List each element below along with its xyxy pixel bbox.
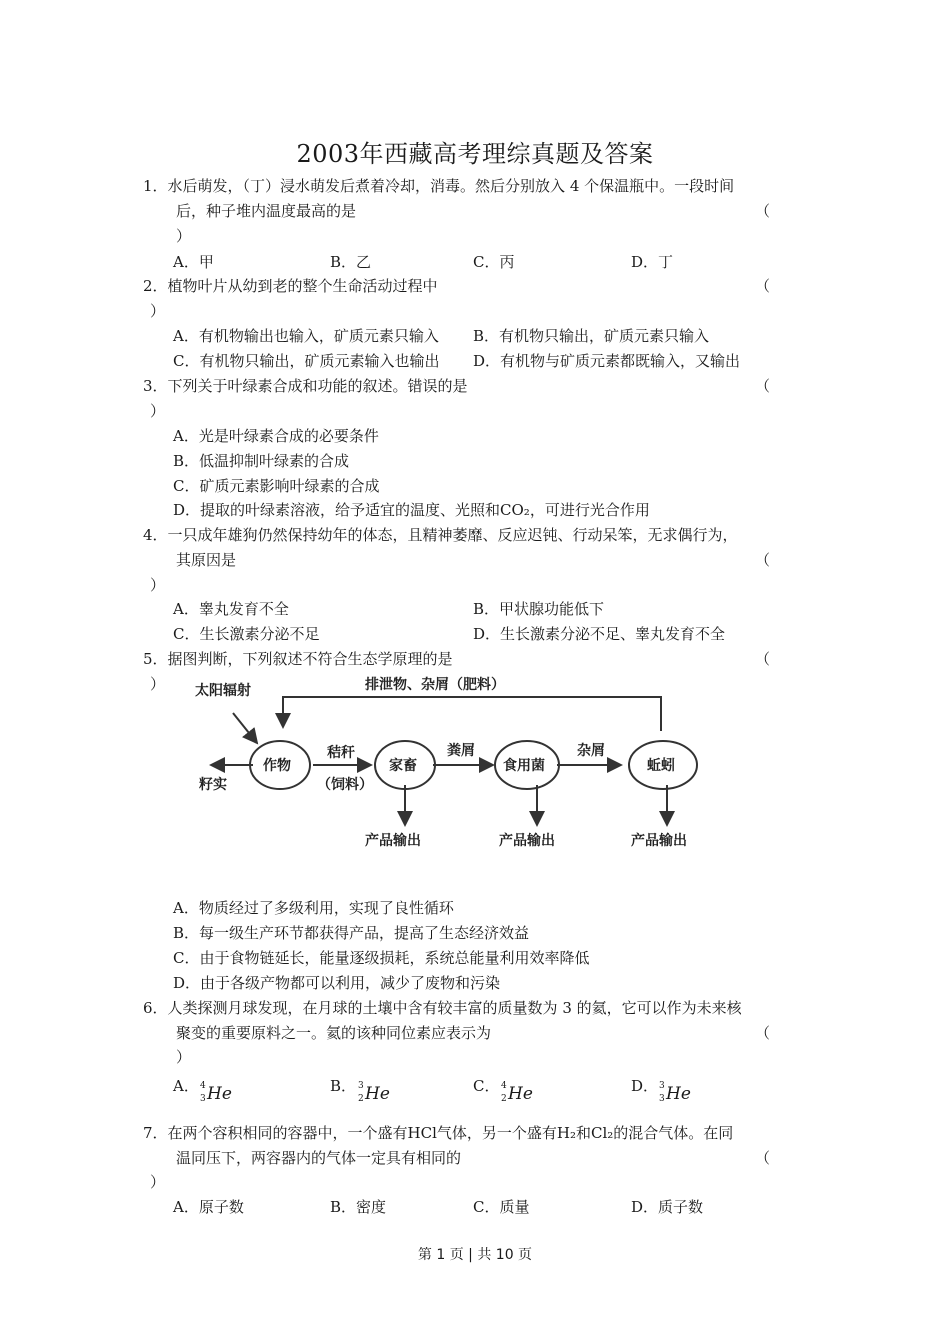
q5-answer-close-paren: ） xyxy=(150,675,166,693)
q2-answer-open-paren: （ xyxy=(755,277,771,295)
q2-stem: 2．植物叶片从幼到老的整个生命活动过程中 xyxy=(143,277,438,295)
q6-answer-open-paren: （ xyxy=(755,1024,771,1042)
q2-option-b: B．有机物只输出，矿质元素只输入 xyxy=(473,327,710,345)
q7-answer-open-paren: （ xyxy=(755,1149,771,1167)
page-footer: 第 1 页 | 共 10 页 xyxy=(417,1247,533,1263)
q7-option-b: B．密度 xyxy=(330,1198,387,1216)
q5-option-c: C．由于食物链延长，能量逐级损耗，系统总能量利用效率降低 xyxy=(173,949,590,967)
q4-option-d: D．生长激素分泌不足、睾丸发育不全 xyxy=(473,625,726,643)
q5-option-d: D．由于各级产物都可以利用，减少了废物和污染 xyxy=(173,974,501,992)
q7-option-d: D．质子数 xyxy=(631,1198,704,1216)
q1-option-b: B．乙 xyxy=(330,253,372,271)
q1-option-c: C．丙 xyxy=(473,253,515,271)
q7-answer-close-paren: ） xyxy=(150,1173,166,1191)
q7-stem-line1: 7．在两个容积相同的容器中，一个盛有HCl气体，另一个盛有H₂和Cl₂的混合气体。在同 xyxy=(143,1124,734,1142)
q1-option-a: A．甲 xyxy=(173,253,214,271)
q6-answer-close-paren: ） xyxy=(176,1048,192,1066)
q6-option-a-label: A． xyxy=(173,1077,199,1095)
q3-answer-open-paren: （ xyxy=(755,377,771,395)
q1-answer-close-paren: ） xyxy=(176,227,192,245)
label-top-flow: 排泄物、杂屑（肥料） xyxy=(365,677,505,693)
q3-option-d: D．提取的叶绿素溶液，给予适宜的温度、光照和CO₂，可进行光合作用 xyxy=(173,501,650,519)
ecology-flow-diagram xyxy=(185,665,725,855)
node-fungi-label: 食用菌 xyxy=(503,758,545,774)
q6-option-c-label: C． xyxy=(473,1077,500,1095)
q4-option-a: A．睾丸发育不全 xyxy=(173,600,289,618)
q1-stem-line2: 后，种子堆内温度最高的是 xyxy=(176,202,357,220)
label-straw: 秸秆 xyxy=(327,745,355,761)
label-output-1: 产品输出 xyxy=(365,833,421,849)
label-output-3: 产品输出 xyxy=(631,833,687,849)
q4-answer-open-paren: （ xyxy=(755,551,771,569)
q2-option-a: A．有机物输出也输入，矿质元素只输入 xyxy=(173,327,439,345)
node-livestock-label: 家畜 xyxy=(389,758,417,774)
q6-option-b-label: B． xyxy=(330,1077,357,1095)
label-manure: 粪屑 xyxy=(447,743,475,759)
q7-stem-line2: 温同压下，两容器内的气体一定具有相同的 xyxy=(176,1149,462,1167)
q4-option-b: B．甲状腺功能低下 xyxy=(473,600,605,618)
q3-option-a: A．光是叶绿素合成的必要条件 xyxy=(173,427,379,445)
q4-answer-close-paren: ） xyxy=(150,576,166,594)
label-sun: 太阳辐射 xyxy=(195,683,251,699)
q7-option-a: A．原子数 xyxy=(173,1198,244,1216)
q4-stem-line2: 其原因是 xyxy=(176,551,237,569)
q5-answer-open-paren: （ xyxy=(755,650,771,668)
sun-arrow xyxy=(233,713,257,743)
label-residue: 杂屑 xyxy=(577,743,605,759)
q1-option-d: D．丁 xyxy=(631,253,674,271)
label-feed: （饲料） xyxy=(317,777,373,793)
q5-option-b: B．每一级生产环节都获得产品，提高了生态经济效益 xyxy=(173,924,530,942)
page-title: 2003年西藏高考理综真题及答案 xyxy=(296,140,654,168)
top-return-line xyxy=(283,697,661,731)
q7-option-c: C．质量 xyxy=(473,1198,530,1216)
q3-stem: 3．下列关于叶绿素合成和功能的叙述。错误的是 xyxy=(143,377,468,395)
q5-stem: 5．据图判断，下列叙述不符合生态学原理的是 xyxy=(143,650,453,668)
q4-option-c: C．生长激素分泌不足 xyxy=(173,625,320,643)
q3-option-b: B．低温抑制叶绿素的合成 xyxy=(173,452,350,470)
q3-option-c: C．矿质元素影响叶绿素的合成 xyxy=(173,477,380,495)
q1-answer-open-paren: （ xyxy=(755,202,771,220)
label-output-2: 产品输出 xyxy=(499,833,555,849)
q5-option-a: A．物质经过了多级利用，实现了良性循环 xyxy=(173,899,454,917)
q6-option-d-label: D． xyxy=(631,1077,659,1095)
q4-stem-line1: 4．一只成年雄狗仍然保持幼年的体态，且精神萎靡、反应迟钝、行动呆笨，无求偶行为， xyxy=(143,526,738,544)
q2-answer-close-paren: ） xyxy=(150,302,166,320)
q1-stem-line1: 1．水后萌发，（丁）浸水萌发后煮着冷却，消毒。然后分别放入 4 个保温瓶中。一段时间 xyxy=(143,177,735,195)
label-grain: 籽实 xyxy=(199,777,227,793)
q2-option-c: C．有机物只输出，矿质元素输入也输出 xyxy=(173,352,440,370)
q6-stem-line2: 聚变的重要原料之一。氦的该种同位素应表示为 xyxy=(176,1024,492,1042)
node-earthworm-label: 蚯蚓 xyxy=(647,758,675,774)
q3-answer-close-paren: ） xyxy=(150,402,166,420)
node-crop-label: 作物 xyxy=(263,758,291,774)
q2-option-d: D．有机物与矿质元素都既输入，又输出 xyxy=(473,352,741,370)
q6-stem-line1: 6．人类探测月球发现，在月球的土壤中含有较丰富的质量数为 3 的氦，它可以作为未来核 xyxy=(143,999,742,1017)
